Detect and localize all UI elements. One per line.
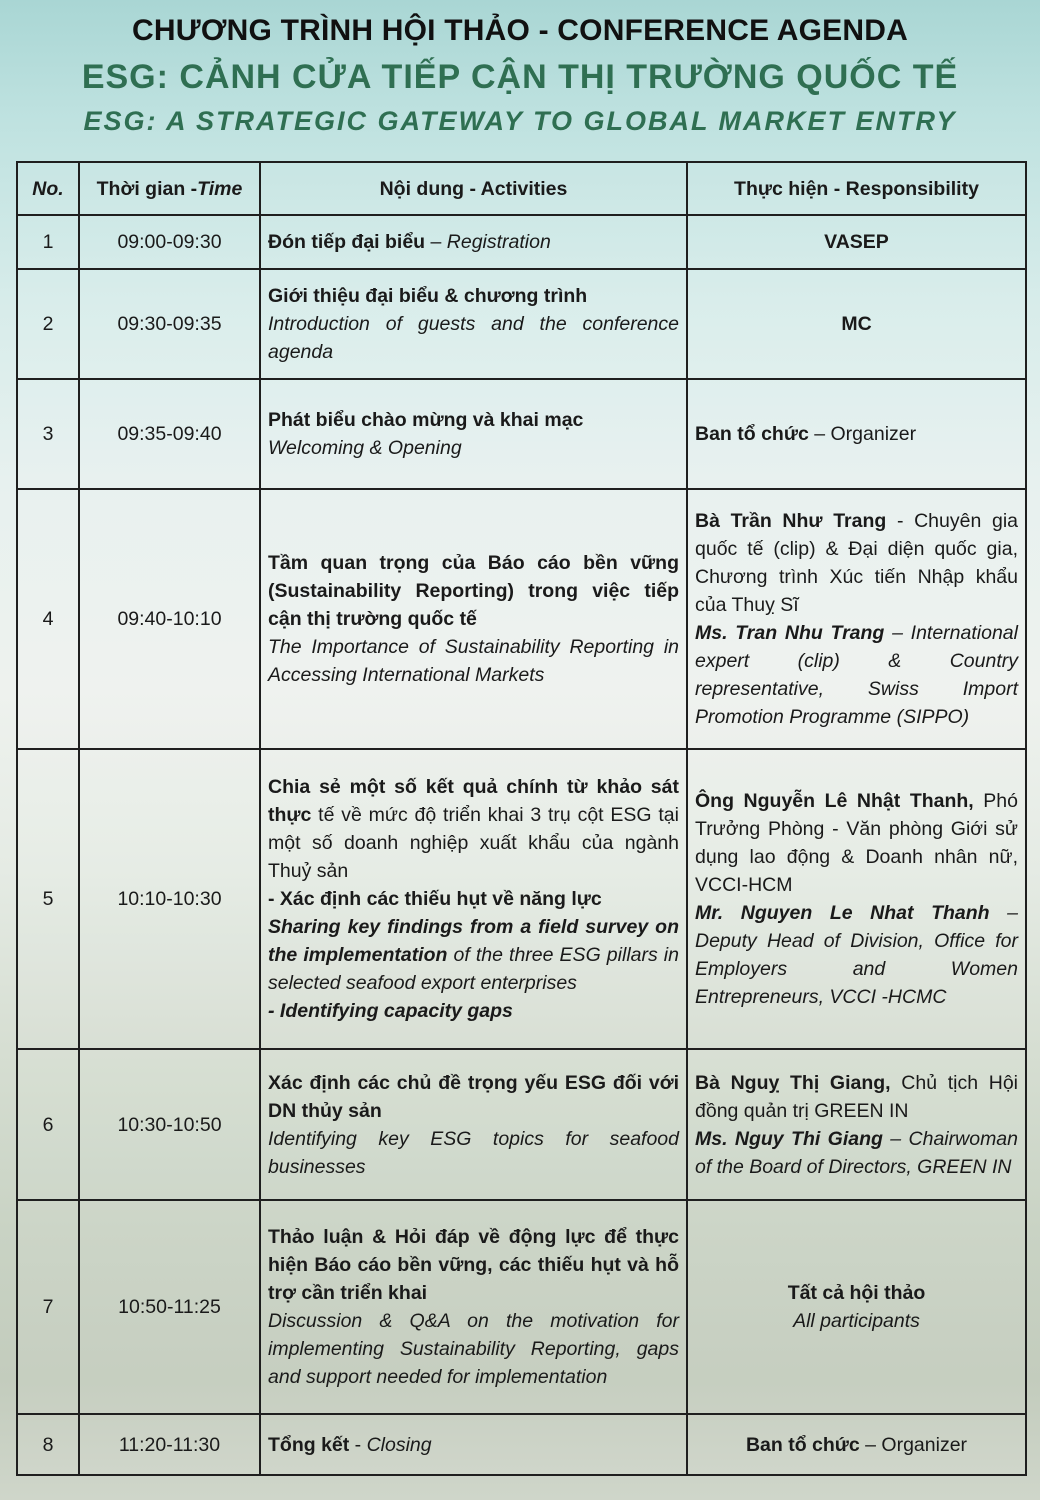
table-row xyxy=(17,269,1026,379)
row-activity xyxy=(260,489,687,749)
activity-vi: Giới thiệu đại biểu & chương trình xyxy=(268,285,588,307)
row-responsibility xyxy=(687,1414,1026,1475)
agenda-title: CHƯƠNG TRÌNH HỘI THẢO - CONFERENCE AGENDA xyxy=(132,14,908,47)
speaker-name-en: Ms. Nguy Thi Giang xyxy=(695,1127,883,1150)
table-row xyxy=(17,1049,1026,1200)
responsibility-bold: Ban tổ chức xyxy=(695,423,809,445)
table-row xyxy=(17,215,1026,269)
speaker-name-vi: Bà Trần Như Trang xyxy=(695,510,887,532)
header-time-en: Time xyxy=(197,177,243,200)
table-header-row xyxy=(17,162,1026,215)
activity-vi-bullet: - Xác định các thiếu hụt về năng lực xyxy=(268,888,602,910)
row-time: 09:40-10:10 xyxy=(79,489,260,749)
table-row xyxy=(17,489,1026,749)
speaker-role-vi: - Chuyên gia quốc tế (clip) & Đại diện quốc gia, Chương trình Xúc tiến Nhập khẩu của Thuỵ Sĩ xyxy=(695,510,1018,616)
row-responsibility xyxy=(687,489,1026,749)
header-time-vi: Thời gian - xyxy=(96,177,198,200)
activity-en: The Importance of Sustainability Reporting in Accessing International Markets xyxy=(268,636,679,686)
activity-en: Identifying key ESG topics for seafood businesses xyxy=(268,1127,679,1178)
activity-en-bullet: - Identifying capacity gaps xyxy=(268,1000,513,1022)
activity-sep: - xyxy=(349,1433,367,1456)
row-time: 09:30-09:35 xyxy=(79,269,260,379)
header-responsibility: Thực hiện - Responsibility xyxy=(687,162,1026,215)
responsibility-rest: – Organizer xyxy=(808,423,917,445)
row-time: 09:35-09:40 xyxy=(79,379,260,489)
activity-en: Introduction of guests and the conference agenda xyxy=(268,313,679,363)
header-no: No. xyxy=(17,162,79,215)
activity-vi-bold: Chia sẻ một số kết quả chính từ khảo sát thực xyxy=(268,776,679,826)
speaker-role-vi: Phó Trưởng Phòng - Văn phòng Giới sử dụng lao động & Doanh nhân nữ, VCCI-HCM xyxy=(695,790,1018,896)
activity-vi-rest: tế về mức độ triển khai 3 trụ cột ESG tại một số doanh nghiệp xuất khẩu của ngành Thuỷ sản xyxy=(268,804,679,882)
row-responsibility xyxy=(687,749,1026,1049)
header-time xyxy=(79,162,260,215)
row-no: 7 xyxy=(17,1200,79,1414)
table-row xyxy=(17,1414,1026,1475)
row-activity xyxy=(260,215,687,269)
activity-vi: Phát biểu chào mừng và khai mạc xyxy=(268,409,584,431)
row-activity xyxy=(260,269,687,379)
row-time: 11:20-11:30 xyxy=(79,1414,260,1475)
responsibility-bold: Ban tổ chức xyxy=(745,1433,860,1456)
row-time: 10:10-10:30 xyxy=(79,749,260,1049)
responsibility-en: All participants xyxy=(793,1310,920,1332)
speaker-name-vi: Ông Nguyễn Lê Nhật Thanh, xyxy=(695,790,974,812)
activity-vi: Đón tiếp đại biểu xyxy=(268,231,426,253)
activity-en-bold: Sharing key findings from a field survey on the implementation xyxy=(268,916,679,966)
row-activity xyxy=(260,379,687,489)
speaker-role-en: – International expert (clip) & Country representative, Swiss Import Promotion Programme (SIPPO) xyxy=(695,622,1018,728)
row-no: 1 xyxy=(17,215,79,269)
responsibility-rest: – Organizer xyxy=(859,1433,968,1456)
activity-en-rest: of the three ESG pillars in selected seafood export enterprises xyxy=(268,944,679,994)
row-no: 2 xyxy=(17,269,79,379)
activity-sep: – xyxy=(425,231,447,253)
activity-en: Registration xyxy=(446,231,551,253)
row-no: 5 xyxy=(17,749,79,1049)
header-activities: Nội dung - Activities xyxy=(260,162,687,215)
speaker-name-en: Mr. Nguyen Le Nhat Thanh xyxy=(695,902,990,924)
row-time: 10:30-10:50 xyxy=(79,1049,260,1200)
row-time: 10:50-11:25 xyxy=(79,1200,260,1414)
activity-en: Welcoming & Opening xyxy=(268,437,462,459)
agenda-table xyxy=(16,161,1027,1476)
agenda-subtitle-vi: ESG: CẢNH CỬA TIẾP CẬN THỊ TRƯỜNG QUỐC TẾ xyxy=(81,58,959,96)
table-row xyxy=(17,1200,1026,1414)
speaker-role-vi: Chủ tịch Hội đồng quản trị GREEN IN xyxy=(695,1071,1018,1122)
row-activity xyxy=(260,749,687,1049)
activity-vi: Xác định các chủ đề trọng yếu ESG đối với DN thủy sản xyxy=(268,1071,679,1122)
speaker-role-en: – Chairwoman of the Board of Directors, GREEN IN xyxy=(695,1127,1018,1178)
row-activity xyxy=(260,1049,687,1200)
row-no: 8 xyxy=(17,1414,79,1475)
activity-en: Discussion & Q&A on the motivation for implementing Sustainability Reporting, gaps and support needed for implementation xyxy=(268,1310,679,1388)
row-no: 4 xyxy=(17,489,79,749)
activity-vi: Thảo luận & Hỏi đáp về động lực để thực hiện Báo cáo bền vững, các thiếu hụt và hỗ trợ cần triển khai xyxy=(268,1226,679,1304)
table-row xyxy=(17,749,1026,1049)
activity-en: Closing xyxy=(366,1433,432,1456)
row-no: 3 xyxy=(17,379,79,489)
responsibility-vi: Tất cả hội thảo xyxy=(787,1282,926,1304)
row-time: 09:00-09:30 xyxy=(79,215,260,269)
speaker-role-en: – Deputy Head of Division, Office for Employers and Women Entrepreneurs, VCCI -HCMC xyxy=(695,902,1019,1008)
row-responsibility xyxy=(687,1200,1026,1414)
table-row xyxy=(17,379,1026,489)
row-no: 6 xyxy=(17,1049,79,1200)
row-responsibility xyxy=(687,1049,1026,1200)
row-activity xyxy=(260,1414,687,1475)
row-responsibility: MC xyxy=(687,269,1026,379)
activity-vi: Tổng kết xyxy=(268,1433,350,1456)
row-responsibility xyxy=(687,379,1026,489)
speaker-name-vi: Bà Nguỵ Thị Giang, xyxy=(695,1071,891,1094)
agenda-subtitle-en: ESG: A STRATEGIC GATEWAY TO GLOBAL MARKET ENTRY xyxy=(83,106,957,136)
row-activity xyxy=(260,1200,687,1414)
speaker-name-en: Ms. Tran Nhu Trang xyxy=(695,622,885,644)
activity-vi: Tầm quan trọng của Báo cáo bền vững (Sustainability Reporting) trong việc tiếp cận thị trường quốc tế xyxy=(268,552,679,630)
row-responsibility: VASEP xyxy=(687,215,1026,269)
